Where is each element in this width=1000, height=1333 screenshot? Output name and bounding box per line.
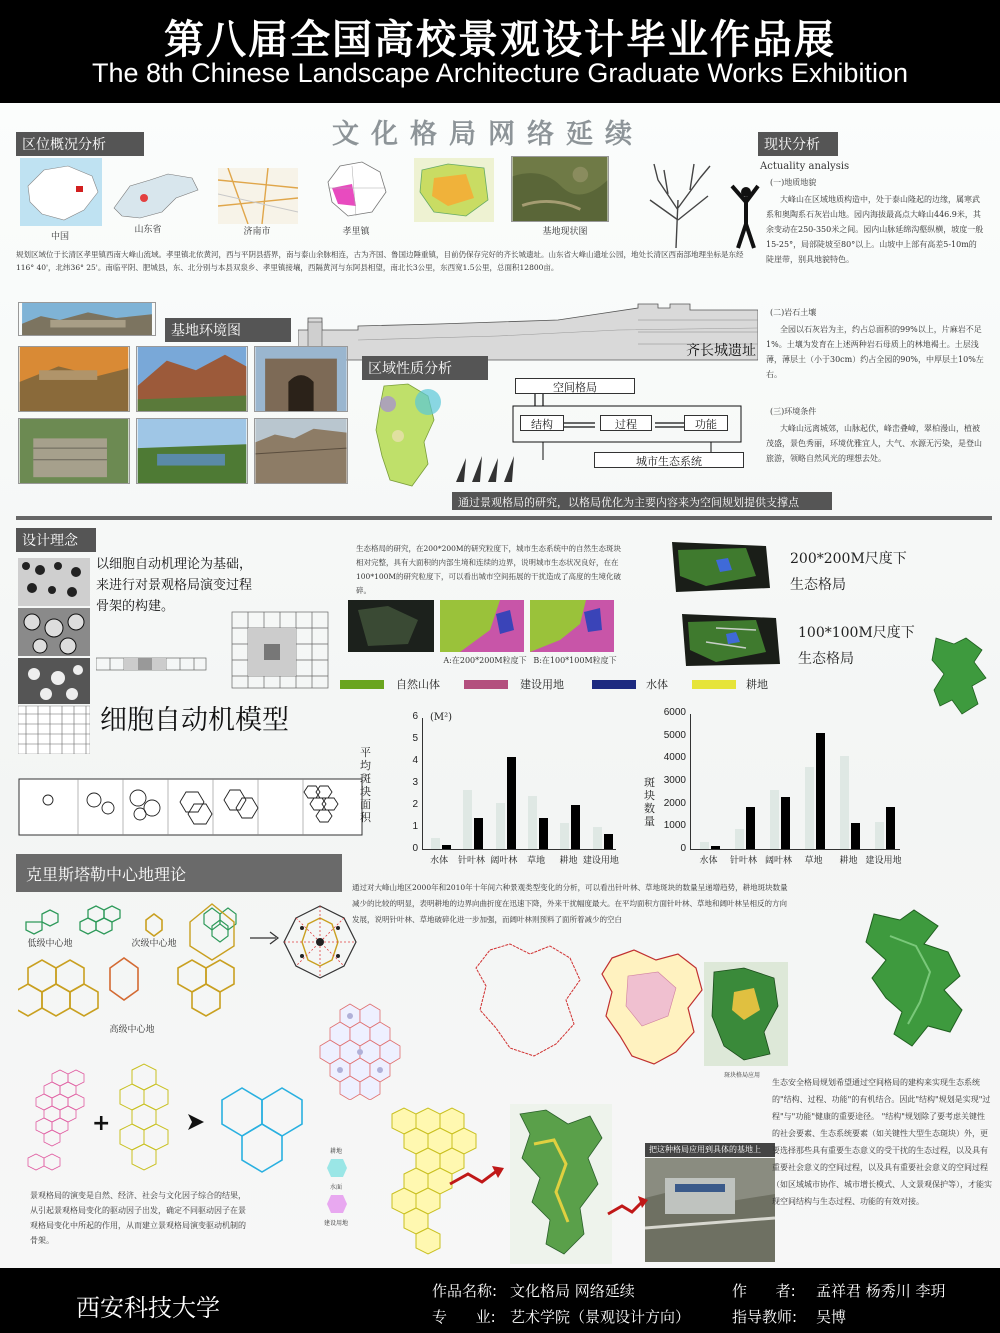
status-p2: 全园以石灰岩为主，约占总面积的99%以上，片麻岩不足1%。土壤为发育在上述两种岩石母质上的林地褐土。土层浅薄，薄层土（小于30cm）约占全园的90%，中厚层土10%左右。 xyxy=(766,325,984,379)
map-label-xiaoli: 孝里镇 xyxy=(342,227,370,237)
bar-y2010 xyxy=(816,733,825,849)
birds-illustration xyxy=(452,452,522,488)
eco-pattern-map-100 xyxy=(676,608,786,672)
shandong-map xyxy=(110,168,202,222)
author-value: 孟祥君 杨秀川 李玥 xyxy=(816,1282,946,1300)
hex-operation-diagram xyxy=(22,1060,332,1180)
bar-y2010 xyxy=(571,805,580,849)
status-p1-title: (一)地质地貌 xyxy=(770,178,817,187)
x-tick-label: 水体 xyxy=(699,856,718,866)
status-p3-title: (三)环境条件 xyxy=(770,407,817,416)
status-p1: 大峰山在区域地质构造中，处于泰山隆起的边缘，属寒武系和奥陶系石灰岩山地。园内海拔最高点大峰山446.9米，其余变动在250-350米之间。园内山脉延绵沟壑纵横，坡度一般15-25°，局部陡坡至80°以上。山坡中上部有高差5-10m的陡崖带，别具地貌特色。 xyxy=(766,195,984,264)
base-photo-6 xyxy=(254,418,348,484)
red-arrow-1 xyxy=(448,1164,508,1190)
regional-banner: 通过景观格局的研究，以格局优化为主要内容来为空间规划提供支撑点 xyxy=(452,492,832,510)
bar-y2010 xyxy=(711,846,720,849)
evolution-text: 景观格局的演变是自然、经济、社会与文化因子综合的结果，从引起景观格局变化的驱动因子出发，确定不同驱动因子在景观格局变化中所起的作用，从而建立景观格局演变驱动机制的骨架。 xyxy=(30,1191,246,1245)
hex-legend-water-swatch xyxy=(326,1194,348,1214)
map-caption-b: B:在100*100M粒度下 xyxy=(533,656,617,665)
high-center-label: 高级中心地 xyxy=(109,1025,155,1035)
major-label: 专 业: xyxy=(432,1308,496,1326)
y-tick-label: 6000 xyxy=(663,707,686,718)
map-label-china: 中国 xyxy=(50,232,69,242)
landuse-legend xyxy=(340,676,800,692)
y-tick-label: 5000 xyxy=(663,729,686,741)
y-tick-label: 3 xyxy=(412,777,418,788)
y-tick-label: 2000 xyxy=(663,797,686,809)
map-caption-a: A:在200*200M粒度下 xyxy=(443,656,527,665)
ca-evolution-strip xyxy=(18,778,363,836)
xiaoli-town-map xyxy=(322,158,390,220)
y-tick-label: 4000 xyxy=(663,752,686,764)
x-tick-label: 阔叶林 xyxy=(764,856,792,866)
y-tick-label: 0 xyxy=(412,843,418,854)
site-aerial-photo xyxy=(645,1158,775,1262)
patch-application-map xyxy=(704,962,788,1066)
legend-swatch-farmland xyxy=(692,680,736,689)
legend-label-farmland: 耕地 xyxy=(746,678,768,691)
design-heading: 设计理念 xyxy=(16,528,96,552)
eco-text: 生态格局的研究，在200*200M的研究粒度下，城市生态系统中的自然生态斑块相对完整，具有大面积的内部生境和连续的边界，说明城市生态状况良好，在在100*100M的研究粒度下，可以看出城市空间拓展的干扰造成了高度的生境化破碎。 xyxy=(356,544,622,595)
work-name-value: 文化格局 网络延续 xyxy=(510,1282,635,1300)
header-banner xyxy=(0,0,1000,103)
scale1-b: 生态格局 xyxy=(790,577,846,593)
base-photo-4 xyxy=(18,418,130,484)
landuse-map-base xyxy=(348,600,434,652)
map-label-shandong: 山东省 xyxy=(134,225,162,235)
eco-pattern-map-200 xyxy=(666,536,776,596)
major-value: 艺术学院（景观设计方向） xyxy=(510,1308,691,1326)
bar-y2000 xyxy=(700,842,709,849)
hex-legend-farmland: 耕地 xyxy=(329,1148,342,1155)
location-text: 规划区域位于长清区孝里镇西南大峰山流域。孝里镇北依黄河，西与平阴县搭界，南与泰山余脉相连，古为齐国、鲁国边陲重镇，目前仍保存完好的齐长城遗址。山东省大峰山遗址公园，地处长清区西南部地理坐标是东经116° 40'，北纬36° 25'。南临平阴、肥城县，东、北分别与本县双泉乡、孝里镇接壤，西隔黄河与东阿县相望，南北长3公里，东西宽1.5公里，总面积12800亩。 xyxy=(16,250,744,272)
legend-swatch-water xyxy=(592,680,636,689)
bar-y2010 xyxy=(474,818,483,849)
box-structure: 结构 xyxy=(520,415,564,431)
x-tick-label: 水体 xyxy=(430,856,449,866)
x-tick-label: 耕地 xyxy=(559,856,578,866)
legend-swatch-built xyxy=(464,680,508,689)
application-banner: 把这种格局应用到具体的基地上 xyxy=(645,1143,775,1157)
ca-model-title: 细胞自动机模型 xyxy=(100,705,289,736)
scale2-b: 生态格局 xyxy=(798,651,854,667)
red-arrow-2 xyxy=(606,1194,650,1218)
landuse-map-a xyxy=(440,600,524,652)
cell-texture-strip xyxy=(18,558,90,754)
x-tick-label: 针叶林 xyxy=(729,856,757,866)
legend-label-mountain: 自然山体 xyxy=(396,678,440,691)
avg-patch-area-chart xyxy=(356,706,626,876)
box-function: 功能 xyxy=(684,415,728,431)
regional-heading: 区域性质分析 xyxy=(362,356,488,380)
author-label: 作 者: xyxy=(732,1282,796,1300)
poster-title: 文化格局网络延续 xyxy=(332,119,644,150)
regional-site-map xyxy=(368,380,446,492)
exhibition-title-cn: 第八届全国高校景观设计毕业作品展 xyxy=(164,17,836,63)
base-photo-5 xyxy=(136,418,248,484)
bar-y2010 xyxy=(539,818,548,849)
bar-y2000 xyxy=(840,756,849,849)
bar-y2010 xyxy=(442,845,451,849)
bar-y2010 xyxy=(507,757,516,849)
mid-center-label: 次级中心地 xyxy=(131,939,177,949)
bar-y2000 xyxy=(770,790,779,849)
design-intro: 以细胞自动机理论为基础，来进行对景观格局演变过程骨架的构建。 xyxy=(96,557,253,614)
x-tick-label: 草地 xyxy=(527,856,546,866)
x-tick-label: 耕地 xyxy=(839,856,858,866)
status-p3: 大峰山远离城郊，山脉起伏，峰峦叠嶂，翠柏漫山，植被茂盛，景色秀丽，环境优雅宜人，大气、水源无污染，是登山旅游，领略自然风光的理想去处。 xyxy=(766,424,982,463)
map-label-site: 基地现状图 xyxy=(542,227,588,237)
great-wall-label: 齐长城遗址 xyxy=(686,343,756,359)
y-tick-label: 1000 xyxy=(663,820,686,832)
section-divider xyxy=(16,516,992,520)
base-photo-2 xyxy=(136,346,248,412)
bar-y2000 xyxy=(593,827,602,849)
bar-y2000 xyxy=(875,822,884,849)
x-tick-label: 建设用地 xyxy=(582,856,619,866)
christaller-heading: 克里斯塔勒中心地理论 xyxy=(16,854,342,892)
work-name-label: 作品名称: xyxy=(432,1282,498,1300)
bar-y2010 xyxy=(746,807,755,849)
y-tick-label: 4 xyxy=(412,755,418,766)
base-photo-3 xyxy=(254,346,348,412)
chart1-ylabel: 平均斑块面积 xyxy=(360,746,371,824)
status-heading: 现状分析 xyxy=(758,132,838,156)
box-process: 过程 xyxy=(600,415,652,431)
patch-count-chart xyxy=(640,706,910,876)
jinan-map xyxy=(218,168,298,224)
color-hex-pattern xyxy=(598,946,708,1070)
y-tick-label: 6 xyxy=(412,711,418,722)
hex-legend-farmland-swatch xyxy=(326,1158,348,1178)
x-tick-label: 阔叶林 xyxy=(490,856,518,866)
x-tick-label: 建设用地 xyxy=(865,856,902,866)
tree-person-illustration xyxy=(628,150,763,250)
box-spatial-pattern: 空间格局 xyxy=(515,378,635,394)
bar-y2010 xyxy=(604,834,613,849)
x-tick-label: 草地 xyxy=(804,856,823,866)
bar-y2010 xyxy=(781,797,790,849)
green-patch-map xyxy=(926,634,992,718)
bar-y2000 xyxy=(463,790,472,849)
chart1-unit: (M²) xyxy=(430,712,453,723)
status-p2-title: (二)岩石土壤 xyxy=(770,308,817,317)
hex-mini-legend xyxy=(316,1140,356,1260)
bar-y2000 xyxy=(560,823,569,849)
base-env-heading: 基地环境图 xyxy=(165,318,291,342)
legend-label-built: 建设用地 xyxy=(520,678,564,691)
ca-grid-diagram xyxy=(96,610,346,690)
chart-analysis-text: 通过对大峰山地区2000年和2010年十年间六种景观类型变化的分析，可以看出针叶林、草地斑块的数量呈递增趋势，耕地斑块数量减少的比较的明显，表明耕地的边界向曲折度在迅速下降，外来干扰幅度最大。在平均面积方面针叶林、草地和阔叶林呈相反的方向发展，说明针叶林、草地破碎化进一步加强，而阔叶林则预料了面所着减少的空白 xyxy=(352,883,788,924)
site-region-map xyxy=(414,158,494,222)
advisor-label: 指导教师: xyxy=(732,1308,798,1326)
box-urban-ecosystem: 城市生态系统 xyxy=(594,452,744,468)
bar-y2000 xyxy=(528,796,537,849)
legend-swatch-mountain xyxy=(340,680,384,689)
hex-legend-built: 建设用地 xyxy=(323,1220,348,1227)
bar-y2000 xyxy=(805,767,814,849)
scale2-a: 100*100M尺度下 xyxy=(798,625,915,641)
legend-label-water: 水体 xyxy=(646,678,668,691)
advisor-value: 吴博 xyxy=(816,1308,847,1326)
patch-caption: 斑块格局应用 xyxy=(723,1072,760,1079)
svg-text:+: + xyxy=(92,1111,111,1136)
base-photo-1 xyxy=(18,346,130,412)
location-heading: 区位概况分析 xyxy=(16,132,144,156)
y-tick-label: 1 xyxy=(412,821,418,832)
status-sub: Actuality analysis xyxy=(760,161,850,172)
footer-bar xyxy=(0,1268,1000,1333)
outline-hex-pattern xyxy=(470,940,598,1064)
y-tick-label: 5 xyxy=(412,733,418,744)
green-corridor-map-large xyxy=(850,906,988,1056)
site-panorama-photo xyxy=(18,302,156,336)
low-center-label: 低级中心地 xyxy=(27,939,73,949)
x-tick-label: 针叶林 xyxy=(457,856,485,866)
chart2-ylabel: 斑块数量 xyxy=(644,776,655,828)
map-label-jinan: 济南市 xyxy=(243,227,271,237)
china-map xyxy=(20,158,102,226)
school-name: 西安科技大学 xyxy=(76,1294,220,1322)
bar-y2000 xyxy=(735,829,744,849)
bar-y2010 xyxy=(886,807,895,849)
y-tick-label: 3000 xyxy=(663,775,686,786)
y-tick-label: 0 xyxy=(680,843,686,854)
exhibition-title-en: The 8th Chinese Landscape Architecture Graduate Works Exhibition xyxy=(92,58,908,88)
bar-y2000 xyxy=(496,803,505,849)
hex-legend-water: 水面 xyxy=(329,1184,342,1191)
bar-y2000 xyxy=(431,838,440,849)
site-satellite-photo xyxy=(511,156,609,222)
chart2-plot xyxy=(663,707,902,866)
application-text: 生态安全格局规划希望通过空间格局的建构来实现生态系统的"结构、过程、功能"的有机结合。因此"结构"规划是实现"过程"与"功能"健康的重要途径。 "结构"规划除了要考虑关键性的社会要素、生态系统要素（如关键性大型生态斑块）外，更要选择那些具有重要生态意义的受干扰的生态过程，以及具有重要社会意义的空间过程，以及具有重要社会意义的空间过程（如区域城市协作、城市增长模式、人文景观保护等），才能实现空间结构与生态过程、功能的有效对接。 xyxy=(772,1078,992,1206)
site-green-map xyxy=(510,1104,612,1264)
bar-y2010 xyxy=(851,823,860,849)
landuse-map-b xyxy=(530,600,614,652)
y-tick-label: 2 xyxy=(412,799,418,810)
scale1-a: 200*200M尺度下 xyxy=(790,551,907,567)
